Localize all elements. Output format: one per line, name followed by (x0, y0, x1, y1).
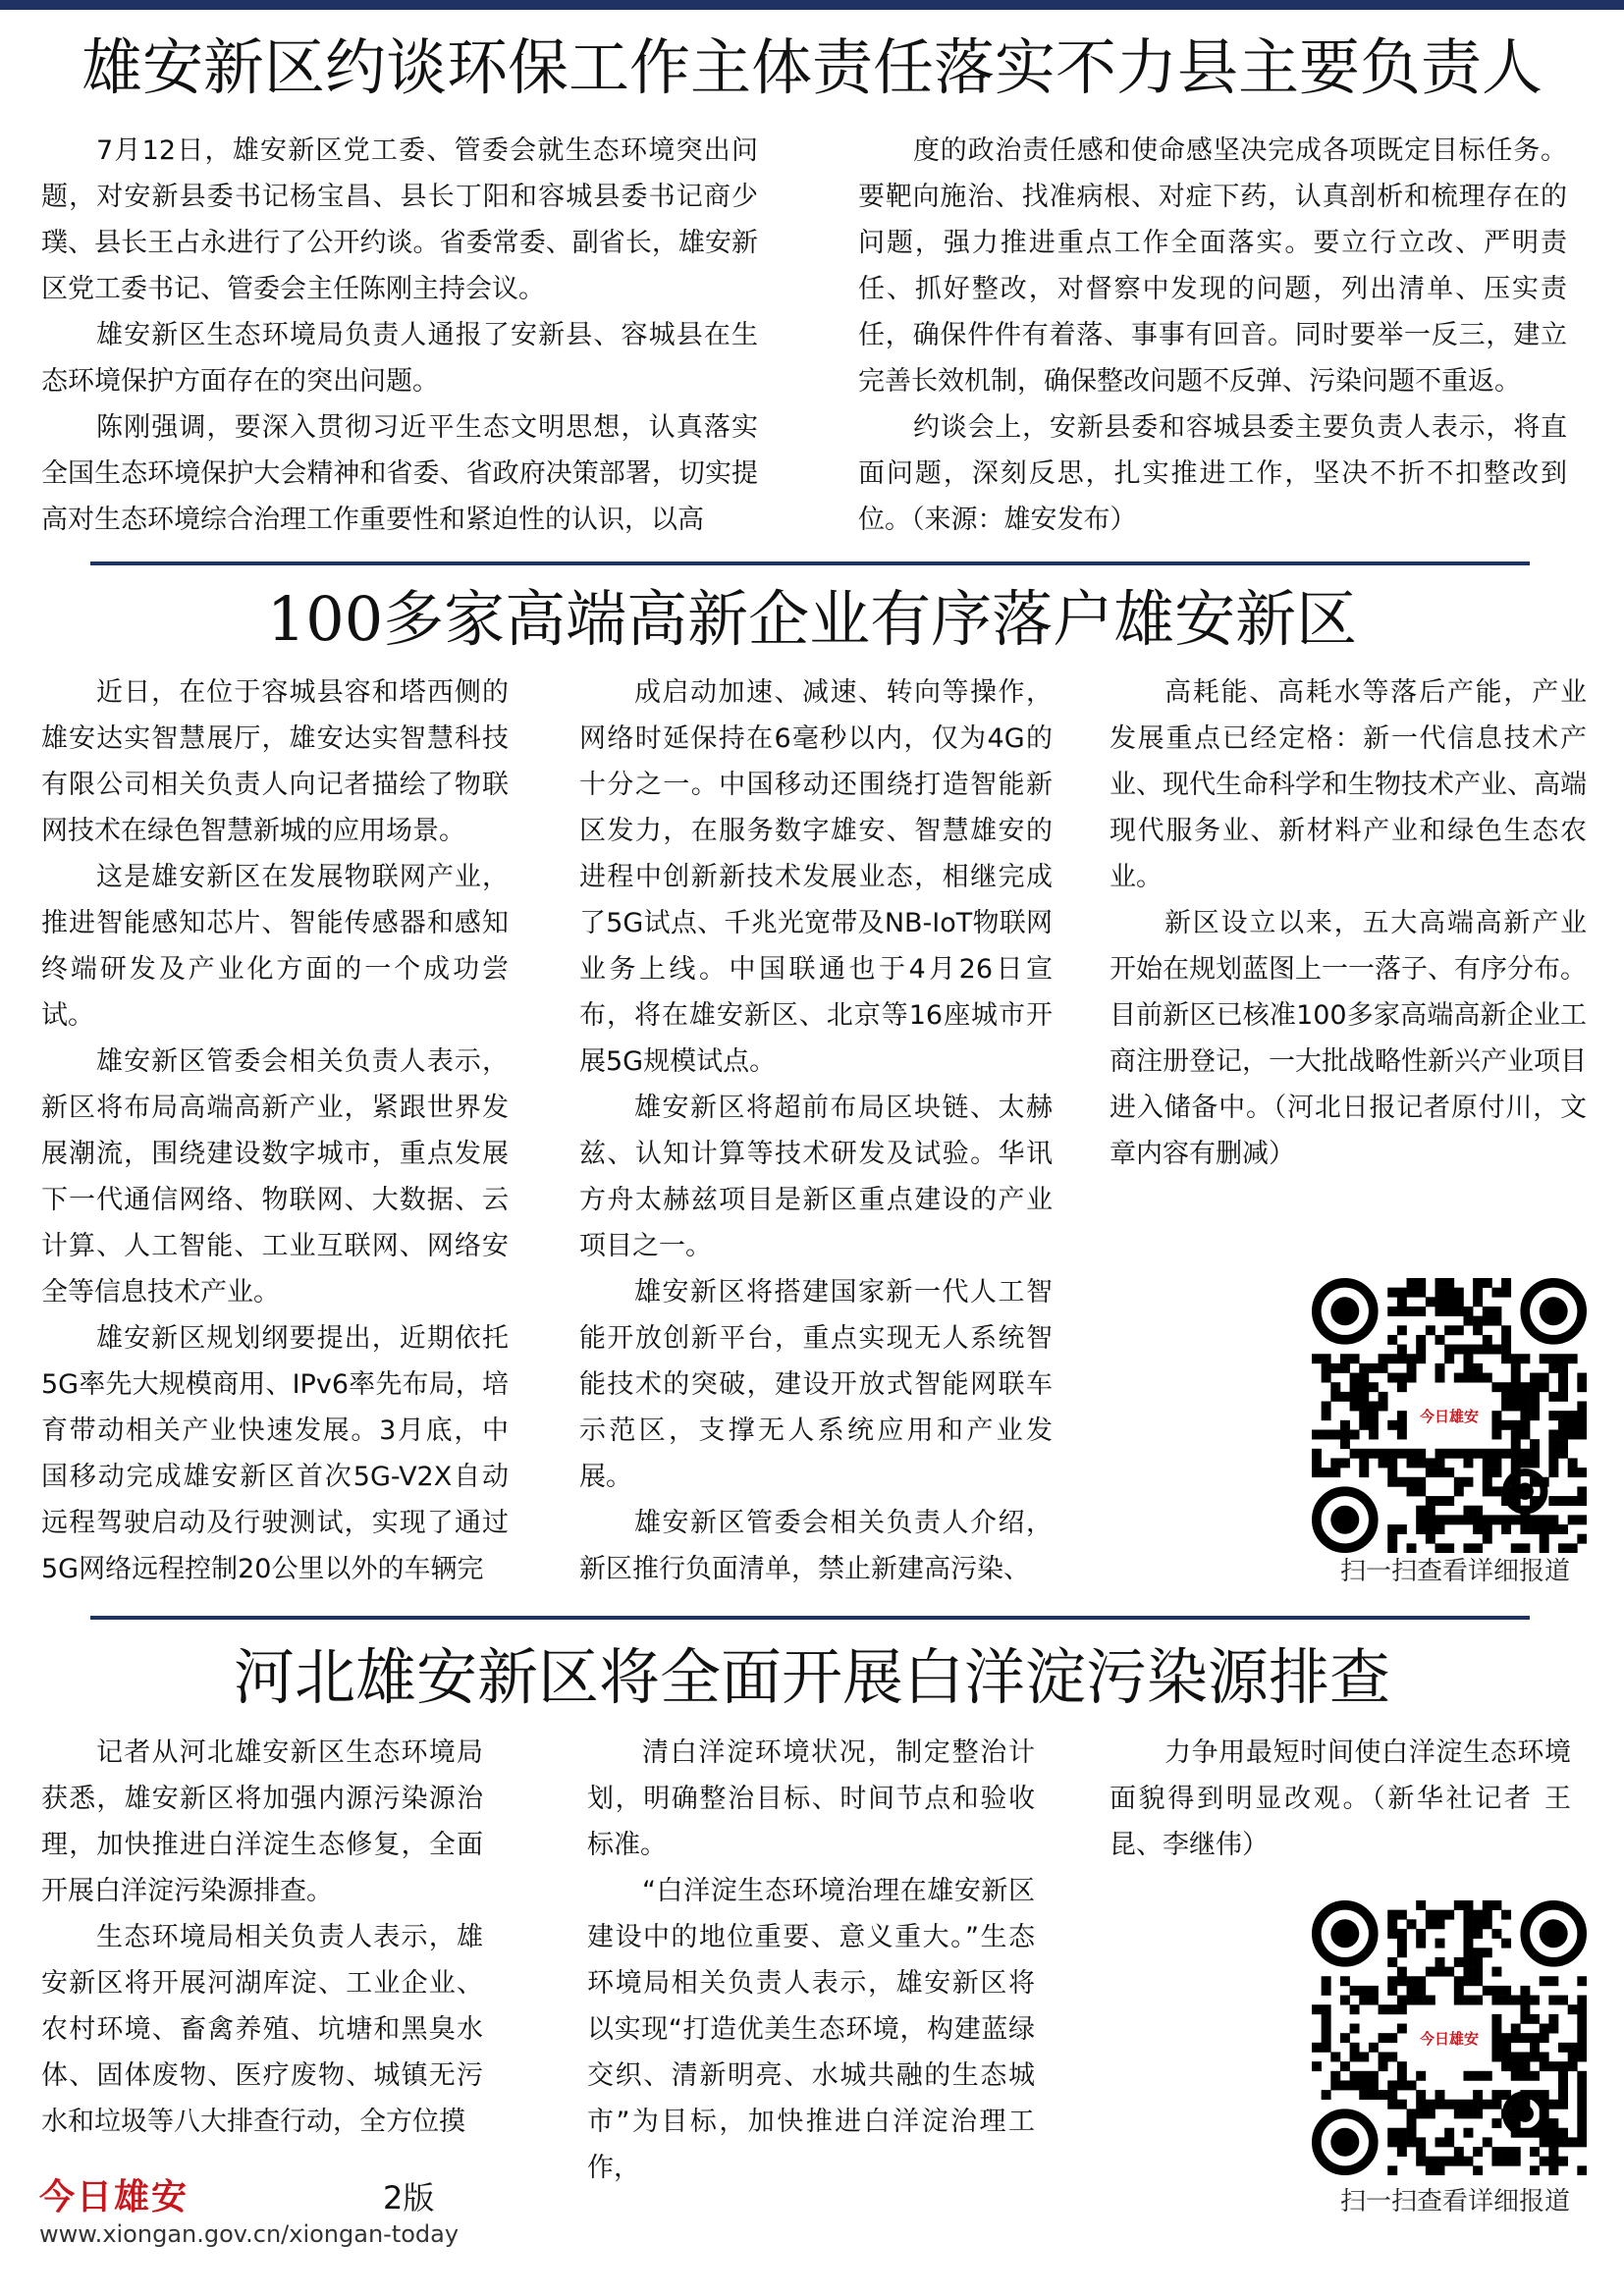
paragraph: 新区设立以来，五大高端高新产业开始在规划蓝图上一一落子、有序分布。目前新区已核准100多家高端高新企业工商注册登记，一大批战略性新兴产业项目进入储备中。（河北日报记者原付川，文章内容有删减） (1110, 908, 1587, 1169)
article-1-column-2 (858, 128, 1567, 543)
paragraph: 雄安新区将超前布局区块链、太赫兹、认知计算等技术研发及试验。华讯方舟太赫兹项目是新区重点建设的产业项目之一。 (579, 1093, 1053, 1261)
article-1-title: 雄安新区约谈环保工作主体责任落实不力县主要负责人 (81, 31, 1543, 103)
paragraph: 清白洋淀环境状况，制定整治计划，明确整治目标、时间节点和验收标准。 (587, 1737, 1035, 1860)
article-2-column-3 (1110, 669, 1587, 1177)
paragraph: 近日，在位于容城县容和塔西侧的雄安达实智慧展厅，雄安达实智慧科技有限公司相关负责人向记者描绘了物联网技术在绿色智慧新城的应用场景。 (41, 677, 509, 846)
article-2-column-1 (41, 669, 509, 1592)
paragraph: 这是雄安新区在发展物联网产业，推进智能感知芯片、智能传感器和感知终端研发及产业化方面的一个成功尝试。 (41, 862, 509, 1031)
paragraph: 7月12日，雄安新区党工委、管委会就生态环境突出问题，对安新县委书记杨宝昌、县长丁阳和容城县委书记商少璞、县长王占永进行了公开约谈。省委常委、副省长，雄安新区党工委书记、管委会主任陈刚主持会议。 (41, 135, 758, 304)
paragraph: 力争用最短时间使白洋淀生态环境面貌得到明显改观。（新华社记者 王昆、李继伟） (1110, 1737, 1571, 1860)
article-1-column-1 (41, 128, 758, 543)
paragraph: 雄安新区管委会相关负责人介绍，新区推行负面清单，禁止新建高污染、 (579, 1508, 1053, 1584)
divider-1 (90, 561, 1530, 565)
paragraph: 高耗能、高耗水等落后产能，产业发展重点已经定格：新一代信息技术产业、现代生命科学和生物技术产业、高端现代服务业、新材料产业和绿色生态农业。 (1110, 677, 1587, 892)
qr-caption-article-2: 扫一扫查看详细报道 (1340, 1557, 1571, 1586)
paragraph: 约谈会上，安新县委和容城县委主要负责人表示，将直面问题，深刻反思，扎实推进工作，坚决不折不扣整改到位。（来源：雄安发布） (858, 412, 1567, 535)
article-3-column-3 (1110, 1730, 1571, 1868)
footer-url[interactable]: www.xiongan.gov.cn/xiongan-today (39, 2220, 460, 2248)
paragraph: 记者从河北雄安新区生态环境局获悉，雄安新区将加强内源污染源治理，加快推进白洋淀生态修复，全面开展白洋淀污染源排查。 (41, 1737, 483, 1906)
paragraph: 成启动加速、减速、转向等操作，网络时延保持在6毫秒以内，仅为4G的十分之一。中国移动还围绕打造智能新区发力，在服务数字雄安、智慧雄安的进程中创新新技术发展业态，相继完成了5G试点、千兆光宽带及NB-IoT物联网业务上线。中国联通也于4月26日宣布，将在雄安新区、北京等16座城市开展5G规模试点。 (579, 677, 1053, 1077)
paragraph: 雄安新区管委会相关负责人表示，新区将布局高端高新产业，紧跟世界发展潮流，围绕建设数字城市，重点发展下一代通信网络、物联网、大数据、云计算、人工智能、工业互联网、网络安全等信息技术产业。 (41, 1046, 509, 1308)
qr-caption-article-3: 扫一扫查看详细报道 (1340, 2187, 1571, 2216)
paragraph: 生态环境局相关负责人表示，雄安新区将开展河湖库淀、工业企业、农村环境、畜禽养殖、坑塘和黑臭水体、固体废物、医疗废物、城镇无污水和垃圾等八大排查行动，全方位摸 (41, 1922, 483, 2137)
top-border (0, 0, 1624, 10)
qr-logo-text: 今日雄安 (1419, 1408, 1480, 1425)
paragraph: 陈刚强调，要深入贯彻习近平生态文明思想，认真落实全国生态环境保护大会精神和省委、省政府决策部署，切实提高对生态环境综合治理工作重要性和紧迫性的认识，以高 (41, 412, 758, 535)
qr-code-article-3[interactable] (1312, 1900, 1587, 2175)
paragraph: 度的政治责任感和使命感坚决完成各项既定目标任务。要靶向施治、找准病根、对症下药，认真剖析和梳理存在的问题，强力推进重点工作全面落实。要立行立改、严明责任、抓好整改，对督察中发现的问题，列出清单、压实责任，确保件件有着落、事事有回音。同时要举一反三，建立完善长效机制，确保整改问题不反弹、污染问题不重返。 (858, 135, 1567, 397)
divider-2 (90, 1616, 1530, 1620)
newspaper-logo: 今日雄安 (39, 2176, 189, 2217)
article-2-column-2 (579, 669, 1053, 1592)
article-3-title: 河北雄安新区将全面开展白洋淀污染源排查 (233, 1641, 1390, 1713)
paragraph: “白洋淀生态环境治理在雄安新区建设中的地位重要、意义重大。”生态环境局相关负责人表示，雄安新区将以实现“打造优美生态环境，构建蓝绿交织、清新明亮、水城共融的生态城市”为目标，加快推进白洋淀治理工作， (587, 1876, 1035, 2183)
qr-logo-text: 今日雄安 (1419, 2030, 1480, 2048)
page-number: 2版 (383, 2179, 435, 2216)
qr-code-article-2[interactable] (1312, 1278, 1587, 1553)
paragraph: 雄安新区生态环境局负责人通报了安新县、容城县在生态环境保护方面存在的突出问题。 (41, 320, 758, 397)
article-2-title: 100多家高端高新企业有序落户雄安新区 (266, 583, 1358, 655)
article-3-column-2 (587, 1730, 1035, 2191)
paragraph: 雄安新区规划纲要提出，近期依托5G率先大规模商用、IPv6率先布局，培育带动相关产业快速发展。3月底，中国移动完成雄安新区首次5G-V2X自动远程驾驶启动及行驶测试，实现了通过5G网络远程控制20公里以外的车辆完 (41, 1323, 509, 1584)
paragraph: 雄安新区将搭建国家新一代人工智能开放创新平台，重点实现无人系统智能技术的突破，建设开放式智能网联车示范区，支撑无人系统应用和产业发展。 (579, 1277, 1053, 1492)
article-3-column-1 (41, 1730, 483, 2145)
